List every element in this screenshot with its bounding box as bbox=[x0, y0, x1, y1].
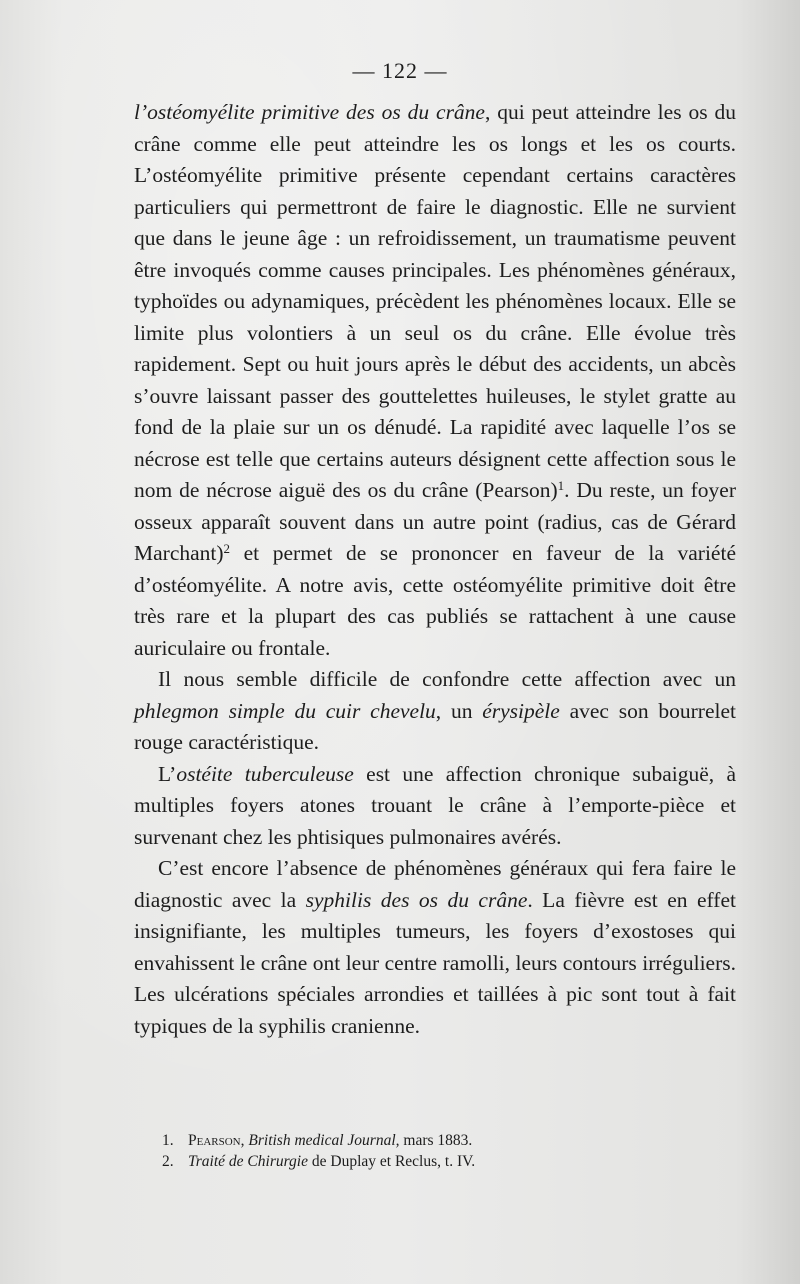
paragraph-text: Il nous semble difficile de confondre cette affection avec un bbox=[158, 667, 736, 691]
paragraph-osteite-tuberculeuse bbox=[134, 759, 736, 854]
page-number: — 122 — bbox=[352, 58, 448, 83]
paragraph-text: L’ bbox=[158, 761, 177, 786]
footnote-number: 1. bbox=[162, 1132, 174, 1149]
italic-term: l’ostéomyélite primitive des os du crâne bbox=[134, 100, 485, 124]
paragraph-text: . La fièvre est en effet insignifiante, les multiples tumeurs, les foyers d’exostoses qui envahissent le crâne ont leur centre ramolli, leurs contours irréguliers. Les ulcérations spéciales arrondies et taillées à pic sont tout à fait typiques de la syphilis cranienne. bbox=[134, 887, 736, 1038]
footnote-text: de Duplay et Reclus, t. IV. bbox=[308, 1153, 476, 1170]
italic-term: ostéite tuberculeuse bbox=[176, 761, 354, 786]
footnotes bbox=[162, 1130, 722, 1172]
paragraph-text: , qui peut atteindre les os du crâne comme elle peut atteindre les os longs et les os courts. L’ostéomyélite primitive présente cependant certains caractères particuliers qui permettront de faire le diagnostic. Elle ne survient que dans le jeune âge : un refroidissement, un traumatisme peuvent être invoqués comme causes principales. Les phénomènes généraux, typhoïdes ou adynamiques, précèdent les phénomènes locaux. Elle se limite plus volontiers à un seul os du crâne. Elle évolue très rapidement. Sept ou huit jours après le début des accidents, un abcès s’ouvre laissant passer des gouttelettes huileuses, le stylet gratte au fond de la plaie sur un os dénudé. La rapidité avec laquelle l’os se nécrose est telle que certains auteurs désignent cette affection sous le nom de nécrose aiguë des os du crâne (Pearson) bbox=[134, 100, 736, 502]
footnote-number: 2. bbox=[162, 1153, 174, 1170]
paragraph-text: C’est encore l’absence de phénomènes généraux qui fera faire le diagnostic avec la bbox=[134, 856, 736, 912]
paragraph-text: . Du reste, un foyer osseux apparaît souvent dans un autre point (radius, cas de Gérard Marchant) bbox=[134, 478, 736, 565]
paragraph-syphilis bbox=[134, 853, 736, 1042]
paragraph-text: est une affection chronique subaiguë, à multiples foyers atones trouant le crâne à l’emporte-pièce et survenant chez les phtisiques pulmonaires avérés. bbox=[134, 761, 736, 849]
paragraph-osteomyelite bbox=[134, 97, 736, 664]
footnote-title: Traité de Chirurgie bbox=[188, 1153, 308, 1170]
italic-term: syphilis des os du crâne bbox=[305, 887, 528, 912]
body-text bbox=[134, 97, 736, 1042]
italic-term: phlegmon simple du cuir chevelu bbox=[134, 698, 436, 723]
footnote-title: British medical Journal, bbox=[248, 1132, 400, 1149]
paragraph-text: , un bbox=[435, 698, 483, 723]
footnote-2 bbox=[162, 1151, 722, 1172]
footnote-ref-1: 1 bbox=[557, 478, 565, 493]
footnote-1 bbox=[162, 1130, 722, 1151]
footnote-text: mars 1883. bbox=[399, 1132, 473, 1149]
paragraph-text: avec son bourrelet rouge caractéristique. bbox=[134, 698, 736, 754]
paragraph-phlegmon bbox=[134, 664, 736, 759]
italic-term: érysipèle bbox=[482, 698, 560, 723]
footnote-author: Pearson, bbox=[188, 1132, 245, 1149]
footnote-ref-2: 2 bbox=[223, 541, 231, 556]
paragraph-text: et permet de se prononcer en faveur de la variété d’ostéomyélite. A notre avis, cette ostéomyélite primitive doit être très rare et la plupart des cas publiés se rattachent à une cause auriculaire ou frontale. bbox=[134, 541, 736, 660]
